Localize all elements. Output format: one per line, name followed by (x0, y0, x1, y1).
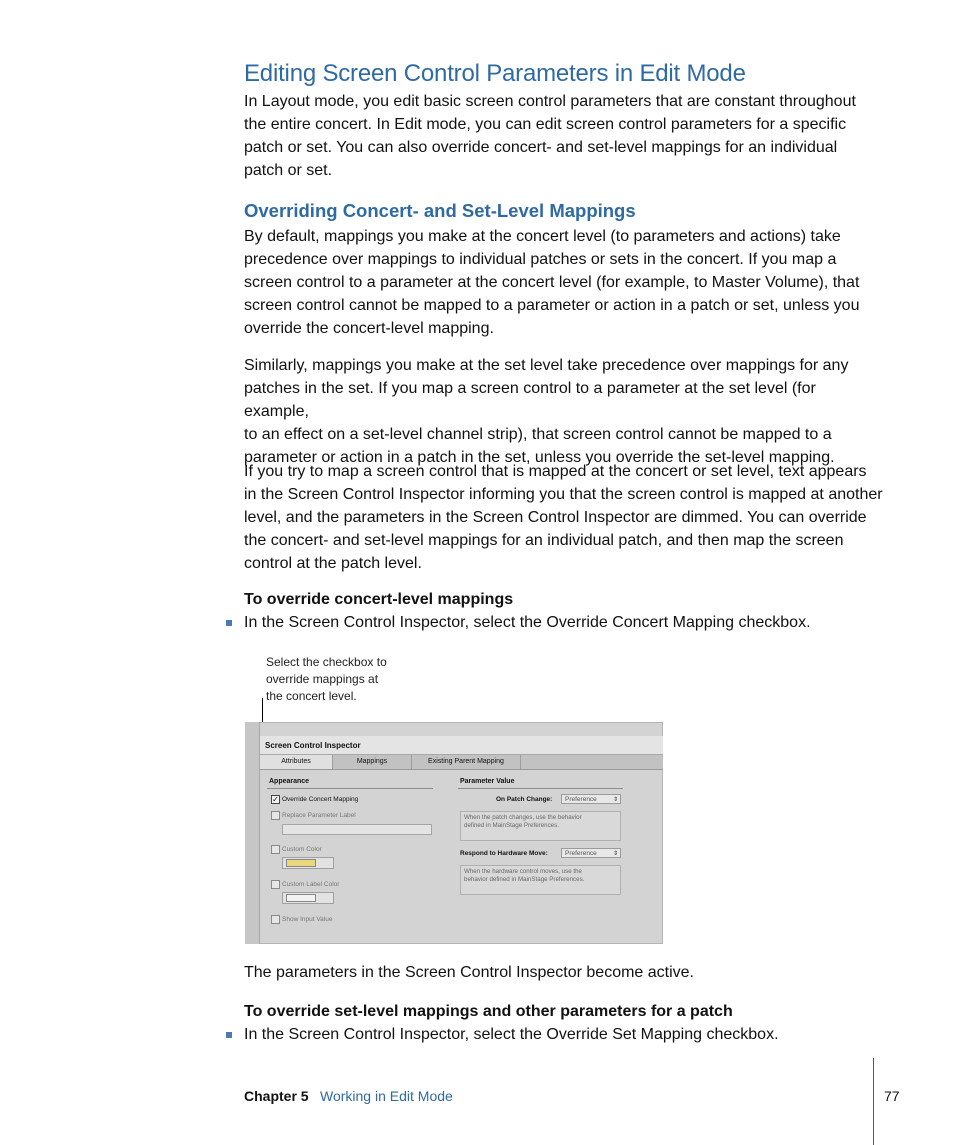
custom-color-label: Custom Color (282, 846, 322, 853)
note-line: When the hardware control moves, use the (464, 868, 582, 875)
respond-hardware-move-value: Preference (565, 850, 597, 857)
task-step-concert: In the Screen Control Inspector, select the Override Concert Mapping checkbox. (244, 614, 811, 631)
replace-parameter-label-checkbox[interactable] (271, 811, 280, 820)
text-line: screen control to a parameter at the concert level (for example, to Master Volume), that (244, 274, 860, 291)
inspector-sidebar (245, 722, 260, 944)
tab-existing-parent-mapping[interactable]: Existing Parent Mapping (412, 755, 521, 769)
text-line: patch or set. You can also override concert- and set-level mappings for an individual (244, 139, 838, 156)
page-title: Editing Screen Control Parameters in Edit Mode (244, 60, 746, 87)
inspector-title: Screen Control Inspector (265, 741, 361, 750)
text-line: By default, mappings you make at the concert level (to parameters and actions) take (244, 228, 841, 245)
paragraph-3 (244, 460, 884, 575)
note-line: When the patch changes, use the behavior (464, 814, 582, 821)
paragraph-1 (244, 225, 884, 340)
task-step-set: In the Screen Control Inspector, select the Override Set Mapping checkbox. (244, 1026, 779, 1043)
footer-chapter: Chapter 5 (244, 1088, 309, 1104)
tab-mappings[interactable]: Mappings (333, 755, 412, 769)
text-line: patches in the set. If you map a screen control to a parameter at the set level (for example, (244, 380, 816, 420)
text-line: parameter or action in a patch in the set, unless you override the set-level mapping. (244, 449, 835, 466)
text-line: level, and the parameters in the Screen Control Inspector are dimmed. You can override (244, 509, 867, 526)
callout-line: override mappings at (266, 672, 379, 686)
section-divider (458, 788, 623, 789)
popup-arrows-icon: ⇕ (612, 851, 618, 857)
on-patch-change-value: Preference (565, 796, 597, 803)
callout-line: Select the checkbox to (266, 655, 387, 669)
text-line: In Layout mode, you edit basic screen control parameters that are constant throughout (244, 93, 856, 110)
custom-label-color-swatch (286, 894, 316, 902)
custom-color-checkbox[interactable] (271, 845, 280, 854)
bullet-icon (226, 620, 232, 626)
task-title-set: To override set-level mappings and other parameters for a patch (244, 1003, 733, 1020)
inspector-screenshot (245, 722, 663, 944)
intro-paragraph (244, 90, 884, 182)
text-line: override the concert-level mapping. (244, 320, 494, 337)
show-input-value-checkbox[interactable] (271, 915, 280, 924)
section-heading: Overriding Concert- and Set-Level Mappings (244, 200, 636, 221)
text-line: control at the patch level. (244, 555, 422, 572)
text-line: If you try to map a screen control that is mapped at the concert or set level, text appears (244, 463, 867, 480)
respond-hardware-move-note (460, 865, 621, 895)
text-line: Similarly, mappings you make at the set level take precedence over mappings for any (244, 357, 849, 374)
replace-parameter-label-label: Replace Parameter Label (282, 812, 356, 819)
callout-line: the concert level. (266, 689, 357, 703)
override-concert-mapping-label: Override Concert Mapping (282, 796, 359, 803)
note-line: defined in MainStage Preferences. (464, 822, 559, 829)
after-figure-text: The parameters in the Screen Control Inspector become active. (244, 964, 694, 981)
override-concert-mapping-checkbox[interactable]: ✓ (272, 795, 279, 804)
custom-label-color-checkbox[interactable] (271, 880, 280, 889)
text-line: the entire concert. In Edit mode, you can edit screen control parameters for a specific (244, 116, 847, 133)
paragraph-2 (244, 354, 884, 469)
page-number: 77 (884, 1088, 900, 1104)
footer-chapter-title[interactable]: Working in Edit Mode (320, 1088, 453, 1104)
on-patch-change-note (460, 811, 621, 841)
text-line: screen control cannot be mapped to a parameter or action in a patch or set, unless you (244, 297, 860, 314)
bullet-icon (226, 1032, 232, 1038)
custom-color-swatch (286, 859, 316, 867)
on-patch-change-label: On Patch Change: (496, 796, 553, 803)
on-patch-change-popup[interactable] (561, 794, 621, 804)
show-input-value-label: Show Input Value (282, 916, 333, 923)
respond-hardware-move-label: Respond to Hardware Move: (460, 850, 548, 857)
custom-label-color-label: Custom Label Color (282, 881, 340, 888)
text-line: in the Screen Control Inspector informing you that the screen control is mapped at another (244, 486, 883, 503)
respond-hardware-move-popup[interactable] (561, 848, 621, 858)
task-title-concert: To override concert-level mappings (244, 591, 514, 608)
parameter-label-field[interactable] (282, 824, 432, 835)
section-divider (267, 788, 433, 789)
text-line: precedence over mappings to individual patches or sets in the concert. If you map a (244, 251, 837, 268)
parameter-value-heading: Parameter Value (460, 778, 515, 785)
footer-divider (873, 1058, 874, 1145)
text-line: the concert- and set-level mappings for an individual patch, and then map the screen (244, 532, 844, 549)
popup-arrows-icon: ⇕ (612, 797, 618, 803)
text-line: patch or set. (244, 162, 333, 179)
text-line: to an effect on a set-level channel strip), that screen control cannot be mapped to a (244, 426, 832, 443)
note-line: behavior defined in MainStage Preferences. (464, 876, 585, 883)
appearance-heading: Appearance (269, 778, 310, 785)
figure-callout (266, 654, 406, 705)
tab-attributes[interactable]: Attributes (260, 755, 333, 769)
